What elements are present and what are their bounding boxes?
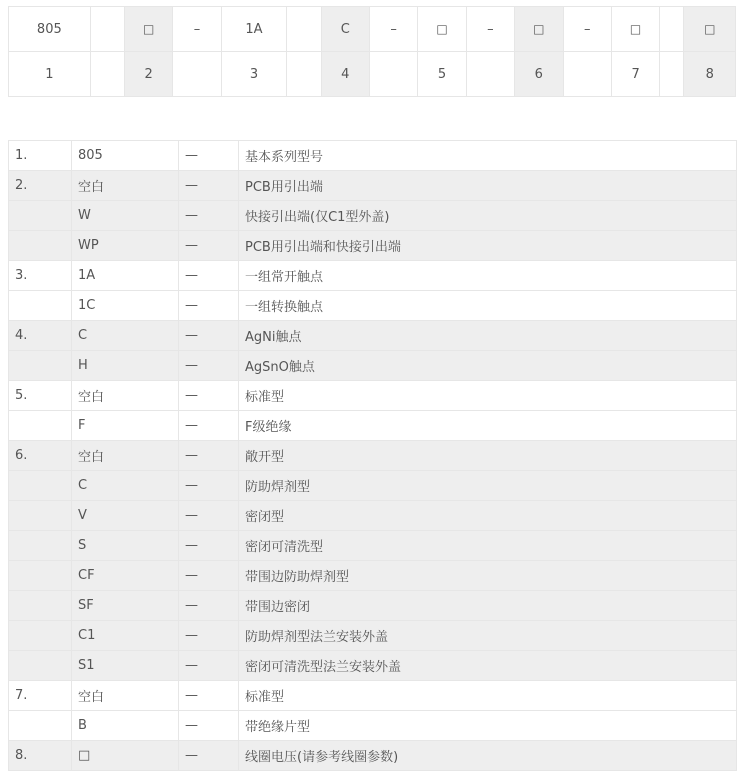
code-legend-table <box>8 140 737 771</box>
legend-description: 一组常开触点 <box>239 261 737 291</box>
legend-number <box>9 591 72 621</box>
legend-dash: — <box>179 141 239 171</box>
code-cell <box>287 7 321 52</box>
legend-number <box>9 471 72 501</box>
legend-description: 标准型 <box>239 681 737 711</box>
legend-row <box>9 381 737 411</box>
code-row <box>9 7 736 52</box>
legend-code: WP <box>72 231 179 261</box>
part-number-code-table <box>8 6 736 97</box>
code-cell: □ <box>124 7 172 52</box>
legend-description: 密闭可清洗型 <box>239 531 737 561</box>
legend-description: 快接引出端(仅C1型外盖) <box>239 201 737 231</box>
legend-code: W <box>72 201 179 231</box>
legend-row <box>9 591 737 621</box>
legend-description: PCB用引出端和快接引出端 <box>239 231 737 261</box>
legend-row <box>9 501 737 531</box>
legend-description: 线圈电压(请参考线圈参数) <box>239 741 737 771</box>
legend-dash: — <box>179 681 239 711</box>
legend-dash: — <box>179 411 239 441</box>
index-cell: 7 <box>611 52 659 97</box>
legend-dash: — <box>179 651 239 681</box>
index-cell <box>173 52 221 97</box>
index-cell <box>90 52 124 97</box>
legend-row <box>9 411 737 441</box>
legend-description: F级绝缘 <box>239 411 737 441</box>
legend-description: AgSnO触点 <box>239 351 737 381</box>
legend-dash: — <box>179 351 239 381</box>
legend-description: AgNi触点 <box>239 321 737 351</box>
legend-number: 6. <box>9 441 72 471</box>
code-cell: – <box>563 7 611 52</box>
legend-row <box>9 141 737 171</box>
legend-number <box>9 651 72 681</box>
legend-code: SF <box>72 591 179 621</box>
code-cell: 805 <box>9 7 91 52</box>
legend-row <box>9 291 737 321</box>
legend-number: 8. <box>9 741 72 771</box>
legend-number <box>9 711 72 741</box>
code-cell: □ <box>515 7 563 52</box>
legend-row <box>9 441 737 471</box>
index-cell: 3 <box>221 52 287 97</box>
code-cell: □ <box>418 7 466 52</box>
legend-number <box>9 531 72 561</box>
legend-dash: — <box>179 291 239 321</box>
legend-dash: — <box>179 231 239 261</box>
legend-description: 带绝缘片型 <box>239 711 737 741</box>
legend-code: S1 <box>72 651 179 681</box>
legend-dash: — <box>179 621 239 651</box>
legend-description: 防助焊剂型法兰安装外盖 <box>239 621 737 651</box>
legend-code: 空白 <box>72 381 179 411</box>
index-cell <box>287 52 321 97</box>
legend-code: B <box>72 711 179 741</box>
legend-code: 空白 <box>72 171 179 201</box>
legend-row <box>9 261 737 291</box>
legend-code: 1A <box>72 261 179 291</box>
legend-description: 带围边密闭 <box>239 591 737 621</box>
legend-row <box>9 321 737 351</box>
legend-number <box>9 351 72 381</box>
index-cell <box>369 52 417 97</box>
legend-number: 4. <box>9 321 72 351</box>
legend-number <box>9 291 72 321</box>
legend-code: □ <box>72 741 179 771</box>
legend-description: 密闭型 <box>239 501 737 531</box>
legend-description: 防助焊剂型 <box>239 471 737 501</box>
legend-number: 7. <box>9 681 72 711</box>
legend-dash: — <box>179 711 239 741</box>
legend-row <box>9 351 737 381</box>
code-cell: 1A <box>221 7 287 52</box>
legend-dash: — <box>179 471 239 501</box>
legend-dash: — <box>179 201 239 231</box>
legend-code: V <box>72 501 179 531</box>
legend-code: F <box>72 411 179 441</box>
legend-number <box>9 561 72 591</box>
legend-code: S <box>72 531 179 561</box>
legend-row <box>9 741 737 771</box>
code-cell <box>90 7 124 52</box>
legend-description: 敞开型 <box>239 441 737 471</box>
index-cell: 6 <box>515 52 563 97</box>
code-cell: □ <box>684 7 736 52</box>
code-cell <box>660 7 684 52</box>
code-cell: – <box>369 7 417 52</box>
legend-description: 密闭可清洗型法兰安装外盖 <box>239 651 737 681</box>
legend-description: 基本系列型号 <box>239 141 737 171</box>
legend-row <box>9 711 737 741</box>
index-row <box>9 52 736 97</box>
index-cell: 2 <box>124 52 172 97</box>
legend-dash: — <box>179 501 239 531</box>
legend-dash: — <box>179 321 239 351</box>
legend-dash: — <box>179 171 239 201</box>
code-cell: C <box>321 7 369 52</box>
legend-row <box>9 201 737 231</box>
legend-code: C1 <box>72 621 179 651</box>
legend-dash: — <box>179 441 239 471</box>
legend-row <box>9 471 737 501</box>
legend-number <box>9 201 72 231</box>
index-cell <box>660 52 684 97</box>
legend-row <box>9 531 737 561</box>
legend-number <box>9 621 72 651</box>
code-cell: – <box>466 7 514 52</box>
legend-number: 5. <box>9 381 72 411</box>
legend-description: PCB用引出端 <box>239 171 737 201</box>
legend-dash: — <box>179 741 239 771</box>
legend-dash: — <box>179 561 239 591</box>
legend-number: 1. <box>9 141 72 171</box>
legend-row <box>9 651 737 681</box>
legend-row <box>9 231 737 261</box>
legend-description: 标准型 <box>239 381 737 411</box>
index-cell: 8 <box>684 52 736 97</box>
legend-code: C <box>72 471 179 501</box>
legend-row <box>9 681 737 711</box>
legend-row <box>9 561 737 591</box>
legend-dash: — <box>179 531 239 561</box>
legend-code: 805 <box>72 141 179 171</box>
code-cell: □ <box>611 7 659 52</box>
legend-number <box>9 411 72 441</box>
legend-number <box>9 231 72 261</box>
index-cell <box>563 52 611 97</box>
legend-description: 一组转换触点 <box>239 291 737 321</box>
legend-number: 3. <box>9 261 72 291</box>
legend-code: C <box>72 321 179 351</box>
legend-row <box>9 171 737 201</box>
legend-number: 2. <box>9 171 72 201</box>
index-cell <box>466 52 514 97</box>
legend-code: 空白 <box>72 681 179 711</box>
index-cell: 1 <box>9 52 91 97</box>
legend-dash: — <box>179 591 239 621</box>
legend-description: 带围边防助焊剂型 <box>239 561 737 591</box>
legend-row <box>9 621 737 651</box>
legend-number <box>9 501 72 531</box>
code-cell: – <box>173 7 221 52</box>
index-cell: 4 <box>321 52 369 97</box>
legend-code: 1C <box>72 291 179 321</box>
legend-code: CF <box>72 561 179 591</box>
legend-dash: — <box>179 381 239 411</box>
legend-code: H <box>72 351 179 381</box>
legend-code: 空白 <box>72 441 179 471</box>
index-cell: 5 <box>418 52 466 97</box>
legend-dash: — <box>179 261 239 291</box>
